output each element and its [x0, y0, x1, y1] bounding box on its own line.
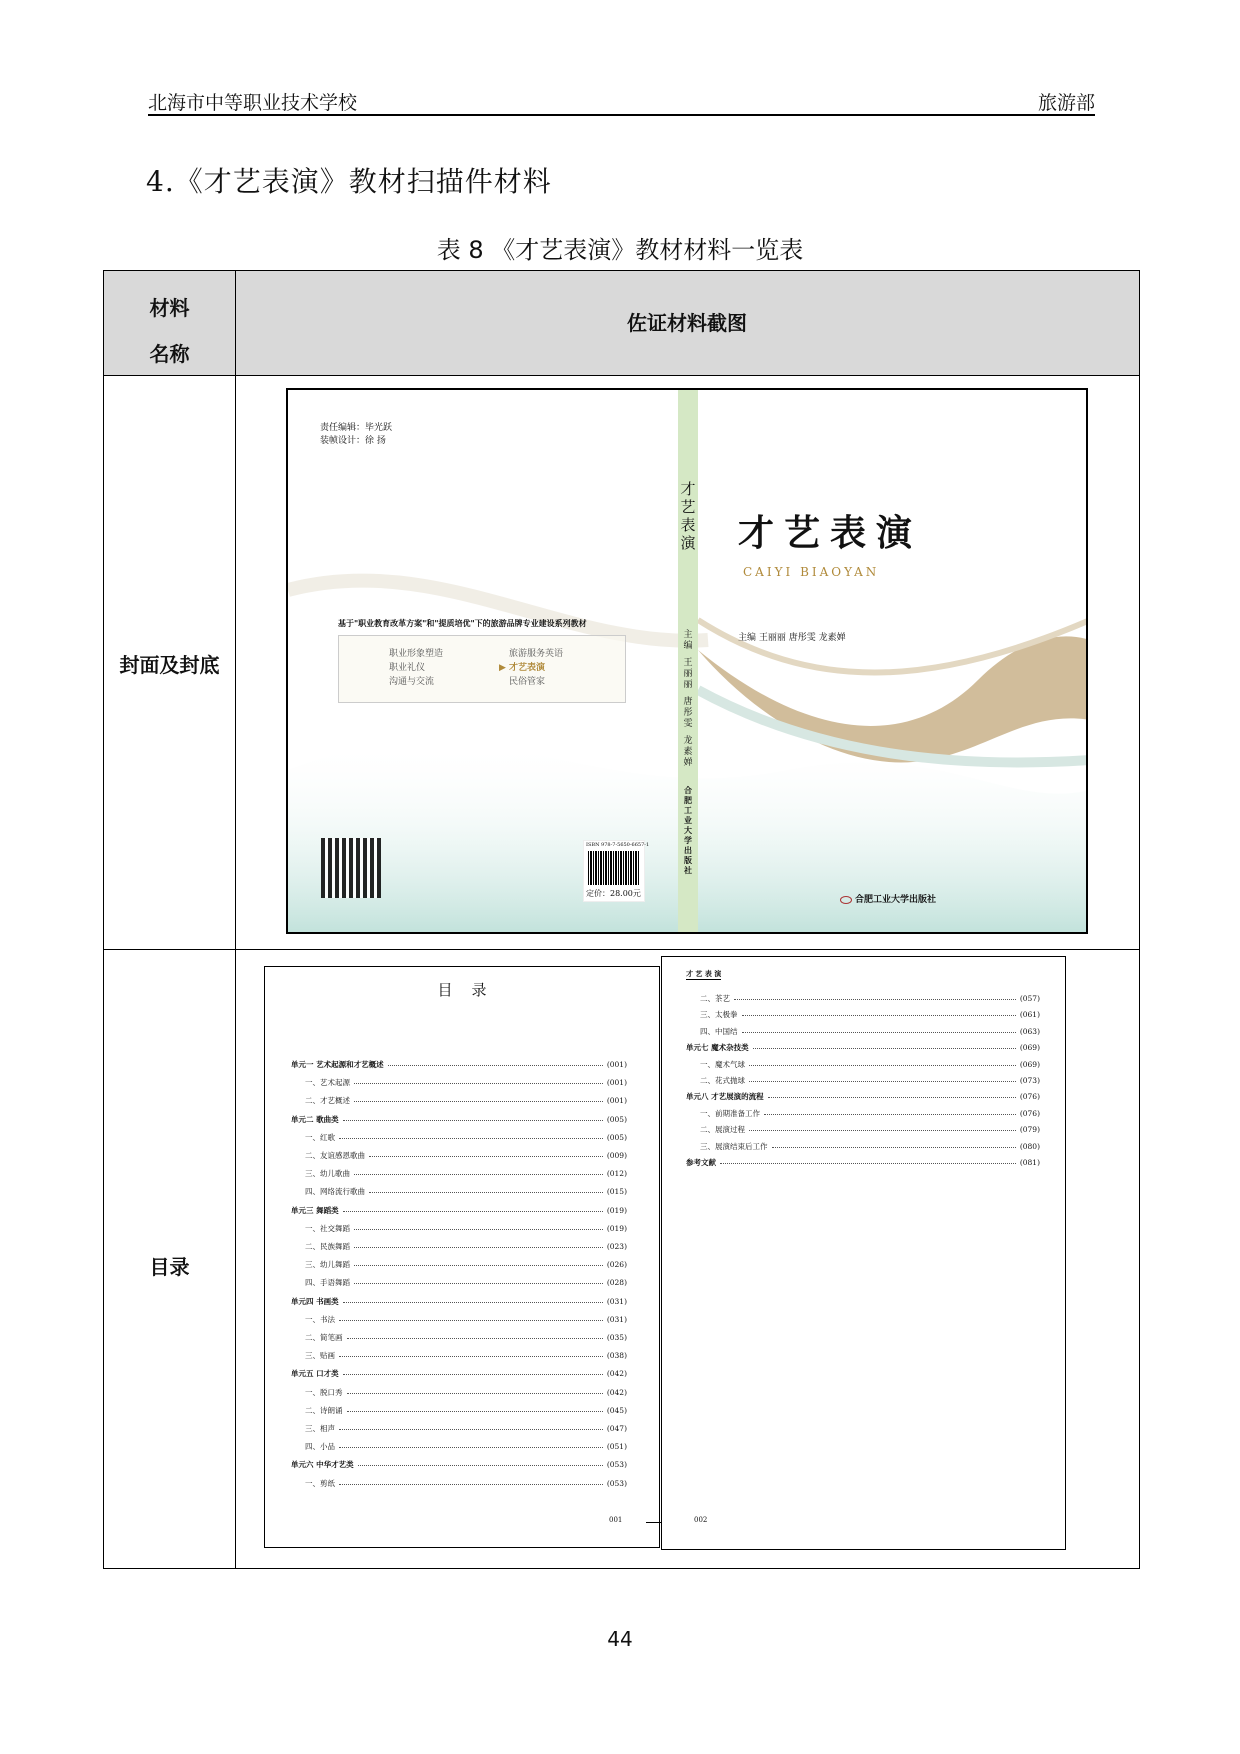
materials-table	[103, 270, 1140, 1569]
spine-publisher-char: 学	[684, 835, 692, 845]
toc-leader-dots	[343, 1211, 603, 1212]
series-item: 旅游服务英语	[509, 649, 564, 659]
toc-entry-page: (042)	[606, 1369, 627, 1379]
series-box	[338, 635, 626, 703]
toc-entry	[291, 1296, 627, 1307]
toc-entry	[291, 1459, 627, 1470]
spine-editor-char: 编	[683, 641, 693, 651]
spine-editor-char: 丽	[683, 669, 693, 679]
toc-entry	[700, 1141, 1040, 1152]
spine-publisher-char: 业	[684, 815, 692, 825]
toc-entry-page: (081)	[1019, 1158, 1040, 1167]
toc-entry-page: (001)	[606, 1078, 627, 1088]
toc-entry-page: (061)	[1019, 1010, 1040, 1020]
toc-entry-page: (026)	[606, 1260, 627, 1270]
isbn: ISBN 978-7-5650-6657-1	[586, 842, 650, 848]
toc-entry-title: 二、简笔画	[305, 1333, 343, 1342]
toc-entry-page: (001)	[606, 1096, 627, 1106]
toc-entry-title: 一、前期准备工作	[700, 1108, 760, 1118]
header-school: 北海市中等职业技术学校	[148, 92, 358, 114]
toc-leader-dots	[354, 1083, 603, 1084]
toc-entry-page: (001)	[606, 1060, 627, 1069]
toc-entry-title: 参考文献	[686, 1158, 716, 1167]
toc-entry-title: 三、相声	[305, 1424, 335, 1433]
row-label-cover: 封面及封底	[119, 653, 220, 677]
toc-entry	[686, 1157, 1040, 1168]
toc-entry-title: 二、茶艺	[700, 994, 730, 1003]
toc-entry-page: (069)	[1019, 1059, 1040, 1069]
toc-leader-dots	[742, 1015, 1016, 1016]
toc-entry-title: 三、幼儿舞蹈	[305, 1260, 350, 1270]
toc-title: 目 录	[437, 981, 487, 999]
toc-leader-dots	[734, 999, 1016, 1000]
spine-title	[678, 480, 698, 552]
toc-leader-dots	[772, 1147, 1016, 1148]
toc-leader-dots	[354, 1229, 603, 1230]
cover-pinyin: CAIYI BIAOYAN	[743, 565, 880, 579]
toc-leader-dots	[749, 1081, 1016, 1082]
row-divider-cover	[104, 949, 1139, 950]
toc-entry-page: (031)	[606, 1296, 627, 1306]
toc-entry-page: (035)	[606, 1333, 627, 1342]
toc-leader-dots	[347, 1393, 603, 1394]
toc-leader-dots	[388, 1065, 603, 1066]
toc-entry	[700, 1124, 1040, 1135]
toc-leader-dots	[768, 1097, 1016, 1098]
spine-title-char: 表	[680, 516, 696, 534]
row-divider-header	[104, 375, 1139, 376]
toc-leader-dots	[339, 1138, 603, 1139]
toc-entry	[305, 1223, 627, 1234]
toc-leader-dots	[339, 1320, 603, 1321]
toc-leader-dots	[354, 1174, 603, 1175]
header-rule	[148, 114, 1095, 116]
toc-entry	[305, 1168, 627, 1179]
header-material-name-line1: 材料	[149, 296, 190, 320]
editor-credit: 责任编辑：毕光跃	[320, 423, 393, 433]
cover-title: 才艺表演	[738, 512, 923, 554]
toc-entry-title: 四、网络流行歌曲	[305, 1187, 365, 1197]
spine-publisher-char: 工	[684, 805, 692, 815]
folio-left: 001	[609, 1516, 623, 1524]
toc-entry-page: (005)	[606, 1114, 627, 1124]
toc-entry-title: 单元二 歌曲类	[291, 1114, 339, 1124]
spine-editor-char: 雯	[683, 719, 693, 729]
toc-entry-title: 三、幼儿歌曲	[305, 1169, 350, 1179]
toc-entry-page: (069)	[1019, 1043, 1040, 1053]
toc-entry-title: 单元四 书画类	[291, 1296, 339, 1306]
toc-entry	[305, 1077, 627, 1088]
page-number: 44	[607, 1627, 633, 1651]
toc-entry-page: (073)	[1019, 1076, 1040, 1085]
toc-entry	[291, 1205, 627, 1216]
toc-leader-dots	[753, 1048, 1016, 1049]
toc-entry	[305, 1259, 627, 1270]
spine-title-char: 演	[680, 534, 696, 552]
toc-leader-dots	[354, 1101, 603, 1102]
column-divider	[235, 271, 236, 1568]
spine-editor-char: 丽	[683, 680, 693, 690]
toc-entry	[291, 1059, 627, 1070]
header-department: 旅游部	[1037, 92, 1095, 114]
toc-entry-title: 一、脱口秀	[305, 1387, 343, 1397]
toc-entry	[305, 1150, 627, 1161]
toc-entry-page: (005)	[606, 1132, 627, 1142]
toc-leader-dots	[343, 1120, 603, 1121]
book-cover-image	[286, 388, 1088, 934]
row-label-toc: 目录	[149, 1255, 190, 1279]
toc-leader-dots	[347, 1411, 603, 1412]
toc-entry	[700, 993, 1040, 1004]
toc-entry	[305, 1277, 627, 1288]
toc-entry-page: (053)	[606, 1478, 627, 1488]
toc-leader-dots	[354, 1247, 603, 1248]
toc-entry	[686, 1091, 1040, 1102]
toc-leader-dots	[343, 1374, 603, 1375]
header-material-name	[104, 285, 235, 377]
toc-entry-page: (031)	[606, 1314, 627, 1324]
toc-entry	[700, 1059, 1040, 1070]
toc-entry-page: (063)	[1019, 1026, 1040, 1036]
toc-entry	[700, 1108, 1040, 1119]
spine-editor-char: 主	[683, 630, 693, 640]
toc-entry-page: (057)	[1019, 994, 1040, 1003]
spine-publisher-char: 出	[684, 845, 692, 855]
toc-entry-title: 一、社交舞蹈	[305, 1223, 350, 1233]
folio-right: 002	[694, 1516, 708, 1524]
spine-publisher-char: 大	[684, 825, 692, 835]
toc-entry-title: 二、民族舞蹈	[305, 1242, 350, 1251]
header-evidence-screenshot: 佐证材料截图	[627, 311, 747, 335]
toc-entry	[305, 1095, 627, 1106]
toc-leader-dots	[749, 1130, 1016, 1131]
toc-entry-page: (053)	[606, 1460, 627, 1470]
series-item: 沟通与交流	[389, 677, 435, 687]
toc-entry-title: 二、诗朗诵	[305, 1405, 343, 1415]
toc-page-right	[661, 956, 1066, 1550]
toc-entry-page: (042)	[606, 1387, 627, 1397]
toc-entry	[305, 1350, 627, 1361]
barcode-icon	[583, 840, 650, 902]
toc-entry-page: (038)	[606, 1351, 627, 1361]
toc-entry-title: 单元八 才艺展演的流程	[686, 1092, 764, 1102]
toc-entry-title: 单元一 艺术起源和才艺概述	[291, 1060, 384, 1069]
publisher	[840, 892, 936, 905]
cover-editors: 主编 王丽丽 唐彤雯 龙素婵	[738, 633, 846, 643]
series-item: 职业礼仪	[389, 663, 426, 673]
qr-code-icon	[321, 838, 381, 898]
toc-entry	[305, 1132, 627, 1143]
design-credit: 装帧设计：徐 扬	[320, 436, 386, 446]
toc-entry-title: 二、友谊感恩歌曲	[305, 1151, 365, 1160]
toc-entry-page: (028)	[606, 1278, 627, 1288]
toc-entry	[305, 1241, 627, 1252]
toc-entry-page: (023)	[606, 1242, 627, 1251]
toc-leader-dots	[339, 1447, 603, 1448]
toc-entry	[305, 1441, 627, 1452]
spine-editor-char: 婵	[683, 758, 693, 768]
spine-editor-char: 素	[683, 747, 693, 757]
header-material-name-line2: 名称	[149, 342, 190, 366]
toc-entry	[305, 1186, 627, 1197]
toc-entry-title: 单元三 舞蹈类	[291, 1205, 339, 1215]
publisher-name: 合肥工业大学出版社	[855, 895, 937, 905]
toc-entry-title: 一、艺术起源	[305, 1078, 350, 1088]
spine-publisher-char: 合	[684, 785, 692, 795]
spine-editor-char: 唐	[683, 697, 693, 707]
price: 定价：28.00元	[586, 889, 641, 898]
toc-leader-dots	[354, 1283, 603, 1284]
toc-entry	[305, 1405, 627, 1416]
spine-publisher-char: 社	[684, 865, 692, 875]
toc-entry	[686, 1042, 1040, 1053]
toc-entry	[305, 1314, 627, 1325]
toc-entry-page: (019)	[606, 1205, 627, 1215]
toc-leader-dots	[742, 1032, 1016, 1033]
spine-title-char: 才	[680, 480, 696, 498]
spine-editor-char: 龙	[683, 736, 693, 746]
toc-entry-title: 一、魔术气球	[700, 1059, 745, 1069]
spine-editor-char: 王	[683, 658, 693, 668]
toc-entry-page: (045)	[606, 1405, 627, 1415]
toc-entry-title: 四、手语舞蹈	[305, 1278, 350, 1288]
toc-entry	[700, 1026, 1040, 1037]
toc-entry-title: 三、展演结束后工作	[700, 1141, 768, 1151]
toc-entry-title: 单元五 口才类	[291, 1369, 339, 1379]
toc-entry-page: (012)	[606, 1169, 627, 1179]
toc-entry	[700, 1009, 1040, 1020]
toc-entry	[291, 1114, 627, 1125]
toc-entry-title: 单元七 魔术杂技类	[686, 1043, 749, 1053]
toc-entry-title: 一、剪纸	[305, 1478, 335, 1488]
toc-entry-title: 二、才艺概述	[305, 1096, 350, 1106]
spine-publisher	[678, 785, 698, 875]
toc-entry	[305, 1387, 627, 1398]
toc-leader-dots	[343, 1302, 603, 1303]
toc-leader-dots	[764, 1114, 1016, 1115]
toc-entry-page: (079)	[1019, 1125, 1040, 1135]
toc-entry-page: (019)	[606, 1223, 627, 1233]
spine-editors	[678, 630, 698, 769]
toc-leader-dots	[369, 1156, 603, 1157]
toc-leader-dots	[339, 1484, 603, 1485]
toc-leader-dots	[347, 1338, 603, 1339]
toc-entry-title: 三、太极拳	[700, 1010, 738, 1020]
toc-entry-page: (080)	[1019, 1141, 1040, 1151]
toc-entry-title: 二、展演过程	[700, 1125, 745, 1135]
toc-entry-title: 一、红歌	[305, 1132, 335, 1142]
toc-entry-page: (047)	[606, 1424, 627, 1433]
toc-entry	[305, 1423, 627, 1434]
toc-leader-dots	[339, 1356, 603, 1357]
spine-publisher-char: 版	[684, 855, 692, 865]
toc-entry-page: (015)	[606, 1187, 627, 1197]
toc-entry-title: 三、贴画	[305, 1351, 335, 1361]
toc-leader-dots	[720, 1163, 1016, 1164]
toc-entry	[700, 1075, 1040, 1086]
table-caption: 表 8 《才艺表演》教材材料一览表	[436, 236, 804, 264]
barcode-bars	[588, 851, 640, 885]
section-title: 4.《才艺表演》教材扫描件材料	[146, 165, 552, 198]
publisher-logo-icon	[840, 896, 852, 904]
toc-entry-title: 单元六 中华才艺类	[291, 1460, 354, 1470]
spine-title-char: 艺	[680, 498, 696, 516]
toc-entry	[305, 1332, 627, 1343]
toc-entry	[291, 1368, 627, 1379]
spine-publisher-char: 肥	[684, 795, 692, 805]
toc-page-left	[264, 966, 660, 1548]
toc-leader-dots	[358, 1465, 603, 1466]
series-item: 职业形象塑造	[389, 649, 444, 659]
toc-entry-page: (009)	[606, 1151, 627, 1160]
toc-entry-title: 四、中国结	[700, 1026, 738, 1036]
series-item: 民俗管家	[509, 677, 546, 687]
toc-leader-dots	[369, 1192, 603, 1193]
toc-leader-dots	[749, 1065, 1016, 1066]
toc-leader-dots	[339, 1429, 603, 1430]
toc-entry-title: 四、小品	[305, 1442, 335, 1452]
toc-leader-dots	[354, 1265, 603, 1266]
series-note: 基于"职业教育改革方案"和"提质培优"下的旅游品牌专业建设系列教材	[338, 618, 587, 628]
running-head: 才 艺 表 演	[686, 969, 722, 978]
toc-entry-page: (076)	[1019, 1092, 1040, 1102]
toc-entry-page: (051)	[606, 1442, 627, 1452]
toc-entry-title: 二、花式抛球	[700, 1076, 745, 1085]
toc-entry-page: (076)	[1019, 1108, 1040, 1118]
series-item-current: ▶ 才艺表演	[499, 663, 546, 673]
toc-entry	[305, 1478, 627, 1489]
toc-entry-title: 一、书法	[305, 1314, 335, 1324]
spine-editor-char: 彤	[683, 708, 693, 718]
